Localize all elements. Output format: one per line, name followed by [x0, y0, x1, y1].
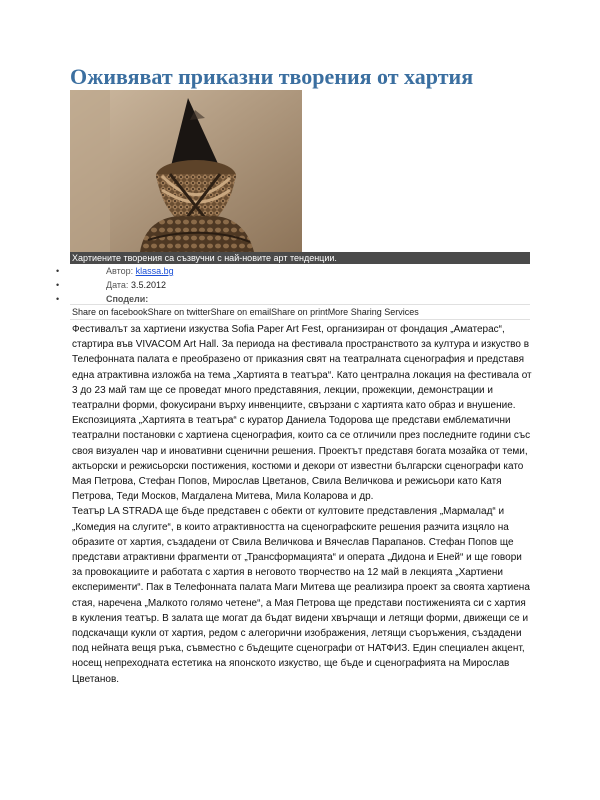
- share-twitter-link[interactable]: Share on twitter: [147, 307, 211, 317]
- bullet-icon: •: [56, 280, 60, 290]
- paragraph: Фестивалът за хартиени изкуства Sofia Paper Art Fest, организиран от фондация „Аматерас“, стартира във VIVACOM Art Hall. За периода на фестивала пространството за култура и изкуство в Телефонната палата е преобразено от приказния свят на театралната сценография и представя една атрактивна изложба на тема „Хартията в театъра“. Като централна локация на фестивала от 3 до 23 май там ще се проведат много представяния, лекции, прожекции, демонстрации и театрални форми, фокусирани върху инвенциите, свързани с хартията като образ и внушение.: [72, 324, 532, 412]
- paper-sculpture-photo: [70, 90, 302, 252]
- share-email-link[interactable]: Share on email: [210, 307, 272, 317]
- share-print-link[interactable]: Share on print: [271, 307, 328, 317]
- date-value: 3.5.2012: [130, 280, 166, 290]
- bullet-icon: •: [56, 294, 60, 304]
- paragraph: Експозицията „Хартията в театъра“ с куратор Даниела Тодорова ще представи емблематични театрални постановки с хартиена сценография, които са се отличили през последните години със своя визуален чар и иновативни сценични решения. Проектът представя богата мозайка от теми, актьорски и режисьорски постижения, костюми и декори от известни български сценографи като Мая Петрова, Стефан Попов, Мирослав Цветанов, Свила Величкова и режисьори като Катя Петрова, Теди Москов, Магдалена Митева, Мила Коларова и др.: [72, 415, 531, 503]
- more-sharing-services-link[interactable]: More Sharing Services: [327, 307, 419, 317]
- image-caption: Хартиените творения са съзвучни с най-новите арт тенденции.: [70, 252, 530, 264]
- author-link[interactable]: klassa.bg: [135, 266, 174, 276]
- share-label: Сподели:: [106, 294, 149, 304]
- bullet-icon: •: [56, 266, 60, 276]
- author-field: [106, 264, 174, 278]
- meta-author: [56, 264, 526, 278]
- article-body: [72, 322, 532, 687]
- author-label: Автор:: [106, 266, 134, 276]
- date-label: Дата:: [106, 280, 129, 290]
- paper-sculpture-icon: [70, 90, 302, 252]
- article-title: Оживяват приказни творения от хартия: [70, 64, 474, 89]
- article-meta: [56, 264, 526, 306]
- article-figure: [70, 90, 530, 264]
- date-field: [106, 278, 166, 292]
- share-bar: [70, 304, 530, 320]
- share-facebook-link[interactable]: Share on facebook: [72, 307, 148, 317]
- meta-date: [56, 278, 526, 292]
- paragraph: Театър LA STRADA ще бъде представен с обекти от култовите представления „Мармалад“ и „Комедия на слугите“, в които атрактивността на сценографските решения разчита изцяло на образите от хартия, създадени от Свила Величкова и Вячеслав Парапанов. Стефан Попов ще представи атрактивни фрагменти от „Трансформацията“ и операта „Дидона и Еней“ и ще говори за провокациите и работата с хартия в неговото творчество на 12 май в лекцията „Хартиени експерименти“. Пак в Телефонната палата Маги Митева ще реализира проект за своята хартиена стая, наречена „Малкото голямо четене“, а Мая Петрова ще представи постиженията си с хартия в кукления театър. В залата ще могат да бъдат видени хвърчащи и летящи форми, движещи се и подскачащи кукли от хартия, редом с алегорични изображения, летящи съоръжения, създадени под нейната вещя ръка, съвместно с бъдещите сценографи от НАТФИЗ. Един специален акцент, носещ непреходната естетика на японското изкуство, ще бъде и сценографията на Мирослав Цветанов.: [72, 506, 530, 685]
